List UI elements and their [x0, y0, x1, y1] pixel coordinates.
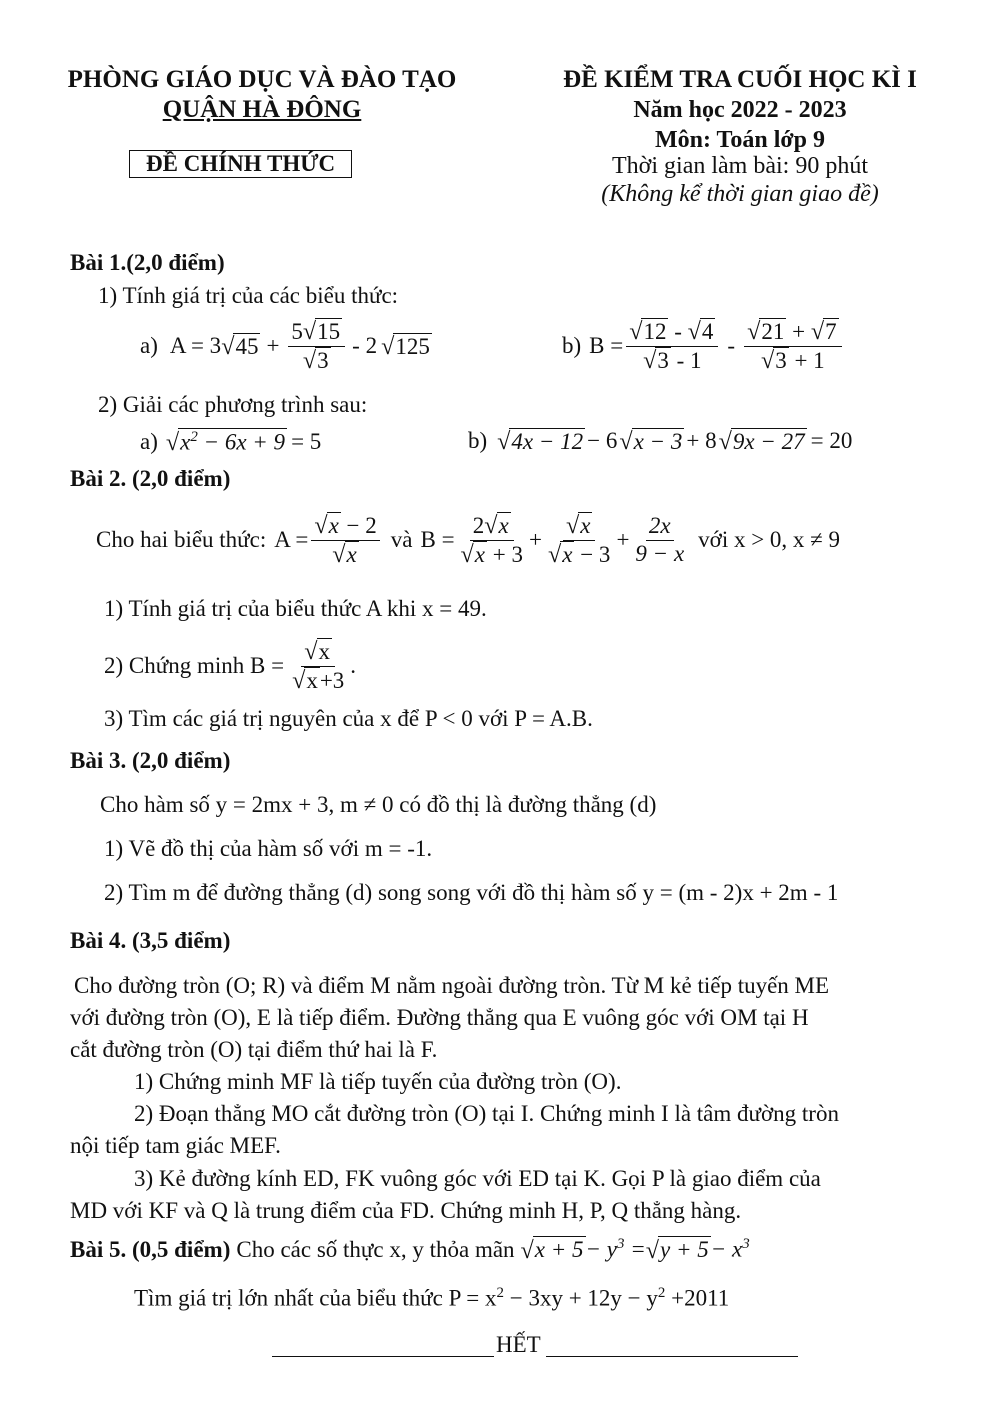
footer-rule-left [272, 1356, 494, 1357]
exam-title: ĐỀ KIỂM TRA CUỐI HỌC KÌ I [563, 66, 917, 93]
bai3-q2: 2) Tìm m để đường thẳng (d) song song với đồ thị hàm số y = (m - 2)x + 2m - 1 [104, 880, 839, 905]
bai2-q2: 2) Chứng minh B = √ x √ x +3 . [104, 638, 357, 694]
fraction-a: 5 √ 15 √ 3 [288, 318, 345, 374]
bai2-title: Bài 2. (2,0 điểm) [70, 466, 231, 491]
bai1-q1: 1) Tính giá trị của các biểu thức: [98, 283, 399, 308]
fraction-A: √ x − 2 √ x [311, 512, 379, 568]
bai1-expr-a: a) A = 3 √ 45 + 5 √ 15 √ 3 - 2 √ 125 [140, 318, 430, 374]
bai3-q1: 1) Vẽ đồ thị của hàm số với m = -1. [104, 836, 433, 861]
bai5-title: Bài 5. (0,5 điểm) [70, 1236, 231, 1262]
official-badge: ĐỀ CHÍNH THỨC [129, 150, 352, 178]
bai1-q2: 2) Giải các phương trình sau: [98, 392, 368, 417]
fraction-b2: √ 21 + √ 7 √ 3 + 1 [744, 318, 841, 374]
district-name: QUẬN HÀ ĐÔNG [162, 96, 362, 123]
bai4-q3a: 3) Kẻ đường kính ED, FK vuông góc với ED tại K. Gọi P là giao điểm của [134, 1166, 821, 1191]
department-name: PHÒNG GIÁO DỤC VÀ ĐÀO TẠO [67, 66, 457, 93]
bai5-question: Tìm giá trị lớn nhất của biểu thức $P = x^2 - 3xy + 12y - y^2 +2011$ [134, 1285, 730, 1311]
fraction-b1: √ 12 - √ 4 √ 3 - 1 [626, 318, 718, 374]
bai1-equation-b: b) √ 4x − 12 − 6 √ x − 3 + 8 √ 9x − 27 = 20 [468, 428, 853, 456]
bai2-q3: 3) Tìm các giá trị nguyên của x để P < 0 với P = A.B. [104, 706, 593, 731]
bai4-p3: cắt đường tròn (O) tại điểm thứ hai là F. [70, 1037, 438, 1062]
bai4-p2: với đường tròn (O), E là tiếp điểm. Đường thẳng qua E vuông góc với OM tại H [70, 1005, 809, 1030]
bai1-equation-a: a) √ $x^2 - 6x + 9$ = 5 [140, 428, 322, 456]
sqrt-45: √ 45 [221, 333, 259, 361]
bai4-p1: Cho đường tròn (O; R) và điểm M nằm ngoài đường tròn. Từ M kẻ tiếp tuyến ME [74, 973, 830, 998]
expr-a-lhs: A = 3 [169, 333, 222, 359]
fraction-B1: 2 √ x √ x + 3 [460, 512, 523, 568]
bai4-q3b: MD với KF và Q là trung điểm của FD. Chứng minh H, P, Q thẳng hàng. [70, 1198, 742, 1223]
time-note: (Không kể thời gian giao đề) [601, 181, 879, 207]
bai2-expressions: Cho hai biểu thức: A = √ x − 2 √ x và B = 2 √ x √ x + 3 + √ x √ x − 3 + $\frac{2x}{9 - x}$ với x > 0, x ≠ 9 [96, 512, 841, 568]
bai3-title: Bài 3. (2,0 điểm) [70, 748, 231, 773]
label-b: b) [562, 333, 582, 359]
end-marker: HẾT [496, 1332, 541, 1357]
bai4-q1: 1) Chứng minh MF là tiếp tuyến của đường tròn (O). [134, 1069, 622, 1094]
bai4-q2b: nội tiếp tam giác MEF. [70, 1133, 281, 1158]
school-year: Năm học 2022 - 2023 [633, 97, 847, 123]
bai4-title: Bài 4. (3,5 điểm) [70, 928, 231, 953]
fraction-q2: √ x √ x +3 [292, 638, 345, 694]
subject: Môn: Toán lớp 9 [654, 127, 825, 153]
footer-rule-right [546, 1356, 798, 1357]
bai4-q2a: 2) Đoạn thẳng MO cắt đường tròn (O) tại I. Chứng minh I là tâm đường tròn [134, 1101, 839, 1126]
bai1-expr-b: b) B = √ 12 - √ 4 √ 3 - 1 - √ 21 + √ 7 √ 3 + 1 [562, 318, 845, 374]
bai1-title: Bài 1.(2,0 điểm) [70, 250, 225, 275]
bai3-intro: Cho hàm số y = 2mx + 3, m ≠ 0 có đồ thị là đường thẳng (d) [100, 792, 657, 817]
fraction-B3: $\frac{2x}{9 - x}$ [635, 513, 685, 566]
sqrt-125: √ 125 [381, 333, 430, 361]
bai5-intro: Bài 5. (0,5 điểm) Cho các số thực x, y thỏa mãn √ x + 5 − $y^3$ = √ y + 5 − $x^3$ [70, 1236, 750, 1264]
bai2-q1: 1) Tính giá trị của biểu thức A khi x = 49. [104, 596, 487, 621]
label-a: a) [140, 333, 158, 359]
duration: Thời gian làm bài: 90 phút [612, 153, 868, 179]
fraction-B2: √ x √ x − 3 [547, 512, 611, 568]
